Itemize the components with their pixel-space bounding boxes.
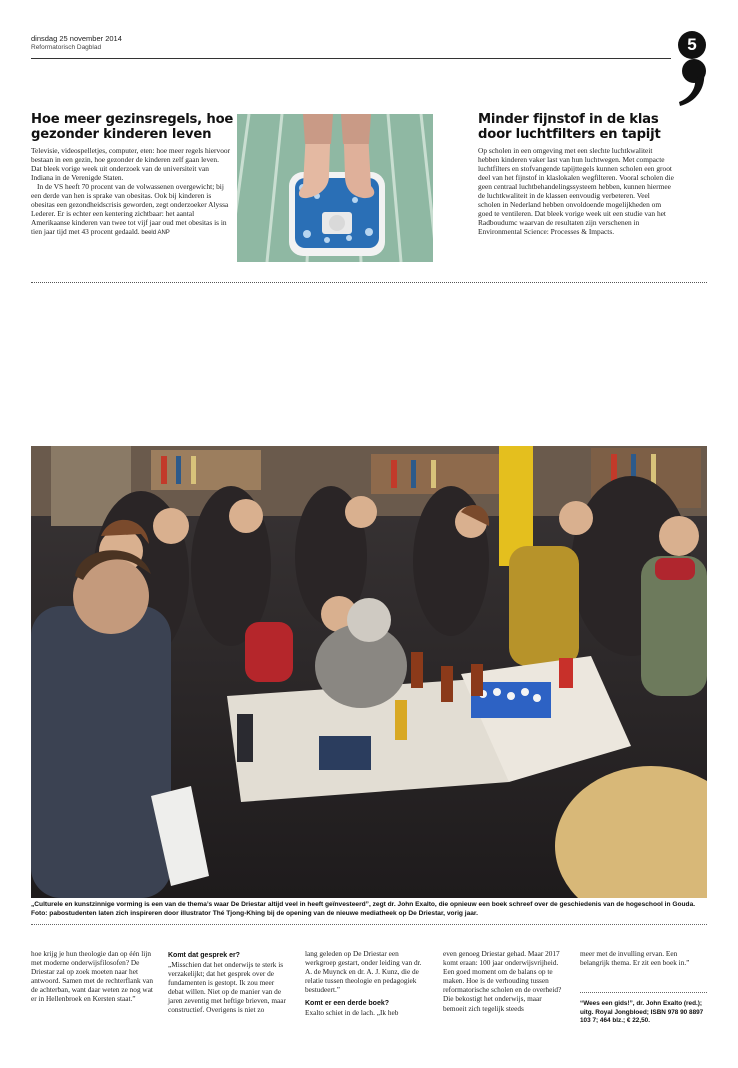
- text-column: [443, 949, 566, 1013]
- photo-caption: „Culturele en kunstzinnige vorming is een van de thema’s waar De Driestar altijd veel in heeft geïnvesteerd”, zegt dr. John Exalto, die opnieuw een boek schreef over de geschiedenis van de hogeschool in Gouda. Foto: pabostudenten laten zich inspireren door illustrator Thé Tjong-Khing bij de opening van de nieuwe mediatheek op De Driestar, vorig jaar.: [31, 901, 696, 917]
- header-rule: [31, 58, 671, 59]
- column-paragraph: hoe krijg je hun theologie dan op één lijn met moderne onderwijsfilosofen? De Driestar zal op zoek moeten naar het antwoord. Samen met de rechterflank van de achterban, want daar weten ze nog wat er in Hellenbroek en Kersten staat.”: [31, 949, 153, 1004]
- library-opening-photo: [31, 446, 707, 898]
- text-column: [580, 949, 703, 967]
- book-info: “Wees een gids!”, dr. John Exalto (red.); uitg. Royal Jongbloed; ISBN 978 90 8897 103 7; 464 blz.; € 22,50.: [580, 1000, 704, 1025]
- comma-mark-icon: [676, 58, 710, 108]
- text-column: [31, 949, 154, 1004]
- article-paragraph: Op scholen in een omgeving met een slechte luchtkwaliteit hebben kinderen vaker last van hun luchtwegen. Met compacte luchtfilters en stofvangende tapijttegels kunnen scholen een groot deel van het fijnstof in klaslokalen wegfilteren. Vooral scholen die geen centraal luchtbehandelingssysteem hebben, kunnen hiermee de luchtkwaliteit in de klassen eenvoudig verbeteren. Veel scholen in Nederland hebben onvoldoende mogelijkheden om goed te ventileren. Dat bleek vorige week uit een studie van het Radboudumc waarvan de resultaten zijn verschenen in Environmental Science: Processes & Impacts.: [478, 146, 674, 237]
- article-paragraph: In de VS heeft 70 procent van de volwassenen overgewicht; bij een derde van hen is sprake van obesitas. Ook bij kinderen is obesitas een gezondheidscrisis geworden, zegt onderzoeker Alyssa Lederer. Er is echter een kentering zichtbaar: het aantal Amerikaanse kinderen van twee tot vijf jaar oud met obesitas is in tien jaar tijd met 43 procent gedaald. beeld ANP: [31, 182, 229, 237]
- caption-divider: [31, 924, 707, 925]
- text-column: [305, 949, 428, 1018]
- newspaper-name: Reformatorisch Dagblad: [31, 44, 102, 51]
- edition-date: dinsdag 25 november 2014: [31, 34, 122, 43]
- book-info-divider: [580, 992, 707, 993]
- column-paragraph: lang geleden op De Driestar een werkgroep gestart, onder leiding van dr. A. de Muynck en dr. A. J. Kunz, die de relatie tussen theologie en pedagogiek bestudeert.”: [305, 949, 422, 995]
- interview-question: Komt dat gesprek er?: [168, 952, 240, 959]
- article-paragraph: Televisie, videospelletjes, computer, eten: hoe meer regels hiervoor bestaan in een gezin, hoe gezonder de kinderen zelf gaan leven. Dat bleek vorige week uit onderzoek van de universiteit van Indiana in de Verenigde Staten.: [31, 146, 231, 183]
- section-divider: [31, 282, 707, 283]
- column-paragraph: even genoeg Driestar gehad. Maar 2017 komt eraan: 100 jaar onderwijsvrijheid. Een goed moment om de balans op te maken. Hoe is de verhouding tussen reformatorische scholen en de overheid? Die bekostigt het onderwijs, maar bemoeit zich tegelijk steeds: [443, 949, 562, 1013]
- article-headline: Hoe meer gezinsregels, hoe gezonder kinderen leven: [31, 112, 234, 142]
- page-number-badge: 5: [678, 31, 706, 59]
- article-headline: Minder fijnstof in de klas door luchtfilters en tapijt: [478, 112, 661, 142]
- bathroom-scale-photo: [237, 114, 433, 262]
- article-body: [478, 146, 674, 236]
- column-paragraph: „Misschien dat het onderwijs te sterk is verzakelijkt; dat het gesprek over de fundamenten is gestopt. Ik zou meer debat willen. Niet op de manier van de jaren zeventig met heftige brieven, maar constructief. Overigens is niet zo: [168, 960, 286, 1015]
- text-column: [168, 949, 291, 1015]
- column-paragraph: meer met de invulling ervan. Een belangrijk thema. Er zit een boek in.”: [580, 949, 690, 968]
- column-paragraph: Exalto schiet in de lach. „Ik heb: [305, 1008, 399, 1018]
- interview-question: Komt er een derde boek?: [305, 1000, 390, 1008]
- photo-credit: beeld ANP: [141, 230, 170, 237]
- article-body: [31, 146, 231, 238]
